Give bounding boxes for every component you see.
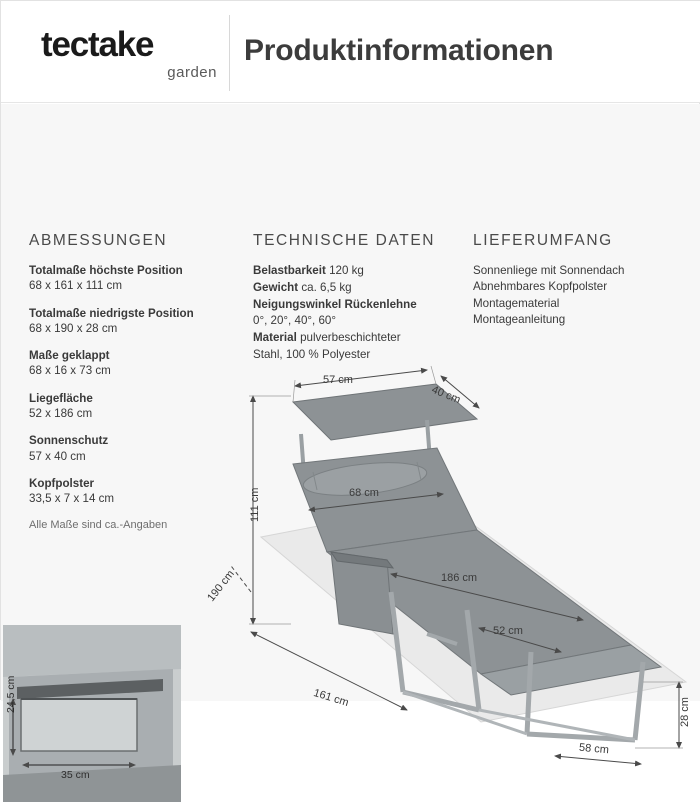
dimension-label: Sonnenschutz xyxy=(29,434,109,448)
technical-heading: TECHNISCHE DATEN xyxy=(253,232,436,249)
dimension-item xyxy=(29,348,239,379)
spec-value: 0°, 20°, 40°, 60° xyxy=(253,314,337,328)
dimension-item xyxy=(29,476,239,507)
dim-depth-190: 190 cm xyxy=(205,568,237,604)
content-panel xyxy=(1,104,700,781)
dimension-item xyxy=(29,263,239,294)
dimensions-heading: ABMESSUNGEN xyxy=(29,232,168,249)
spec-value: pulverbeschichteter xyxy=(300,331,401,345)
spec-label: Gewicht xyxy=(253,280,299,294)
product-technical-drawing xyxy=(205,362,700,804)
spec-label: Belastbarkeit xyxy=(253,264,326,277)
dimension-value: 68 x 16 x 73 cm xyxy=(29,364,111,378)
dimension-label: Totalmaße höchste Position xyxy=(29,264,183,277)
spec-label: Neigungswinkel Rückenlehne xyxy=(253,297,417,311)
pocket-detail-illustration xyxy=(3,625,181,802)
dimensions-note: Alle Maße sind ca.-Angaben xyxy=(29,518,168,531)
dimensions-column xyxy=(29,232,239,531)
brand-name: tectake xyxy=(41,25,154,64)
delivery-item: Sonnenliege mit Sonnendach xyxy=(473,264,625,277)
dim-height-28: 28 cm xyxy=(679,697,691,727)
brand-logo xyxy=(41,27,221,81)
delivery-heading: LIEFERUMFANG xyxy=(473,232,613,249)
spec-row xyxy=(253,330,465,346)
spec-label: Material xyxy=(253,331,297,345)
brand-subtitle: garden xyxy=(167,64,217,81)
dim-length-186: 186 cm xyxy=(441,572,478,584)
dimension-label: Maße geklappt xyxy=(29,349,110,363)
dim-length-161: 161 cm xyxy=(312,686,351,710)
spec-row xyxy=(253,280,465,296)
dim-height-111: 111 cm xyxy=(249,487,261,522)
delivery-item: Abnehmbares Kopfpolster xyxy=(473,280,608,294)
dimension-item xyxy=(29,391,239,422)
spec-row xyxy=(253,263,465,279)
dimension-label: Kopfpolster xyxy=(29,476,95,490)
spec-value: ca. 6,5 kg xyxy=(301,280,352,294)
dimension-item xyxy=(29,433,239,464)
dimension-value: 33,5 x 7 x 14 cm xyxy=(29,492,115,506)
delivery-item: Montageanleitung xyxy=(473,313,566,327)
inset-height-label: 24,5 cm xyxy=(5,675,17,713)
dim-canopy-width: 57 cm xyxy=(323,374,353,386)
spec-row xyxy=(253,297,465,313)
pocket-detail-photo xyxy=(3,625,181,802)
page-header xyxy=(1,1,700,103)
material-second-line: Stahl, 100 % Polyester xyxy=(253,347,371,361)
dimension-value: 68 x 161 x 111 cm xyxy=(29,279,123,293)
delivery-item: Montagematerial xyxy=(473,296,560,310)
dimension-item xyxy=(29,306,239,337)
header-divider xyxy=(229,15,230,91)
dimension-label: Totalmaße niedrigste Position xyxy=(29,306,194,320)
dim-mat-width-52: 52 cm xyxy=(493,625,523,637)
delivery-column xyxy=(473,232,689,329)
page-title: Produktinformationen xyxy=(244,34,554,67)
inset-width-label: 35 cm xyxy=(61,769,90,781)
dimension-label: Liegefläche xyxy=(29,391,93,405)
dimension-value: 57 x 40 cm xyxy=(29,449,86,463)
dim-foot-width-58: 58 cm xyxy=(578,741,610,757)
spec-value: 120 kg xyxy=(329,264,364,277)
technical-column xyxy=(253,232,465,363)
dim-canopy-depth: 40 cm xyxy=(429,383,463,407)
dimension-value: 52 x 186 cm xyxy=(29,407,93,421)
dim-seat-width-68: 68 cm xyxy=(349,487,379,499)
dimension-value: 68 x 190 x 28 cm xyxy=(29,321,118,335)
